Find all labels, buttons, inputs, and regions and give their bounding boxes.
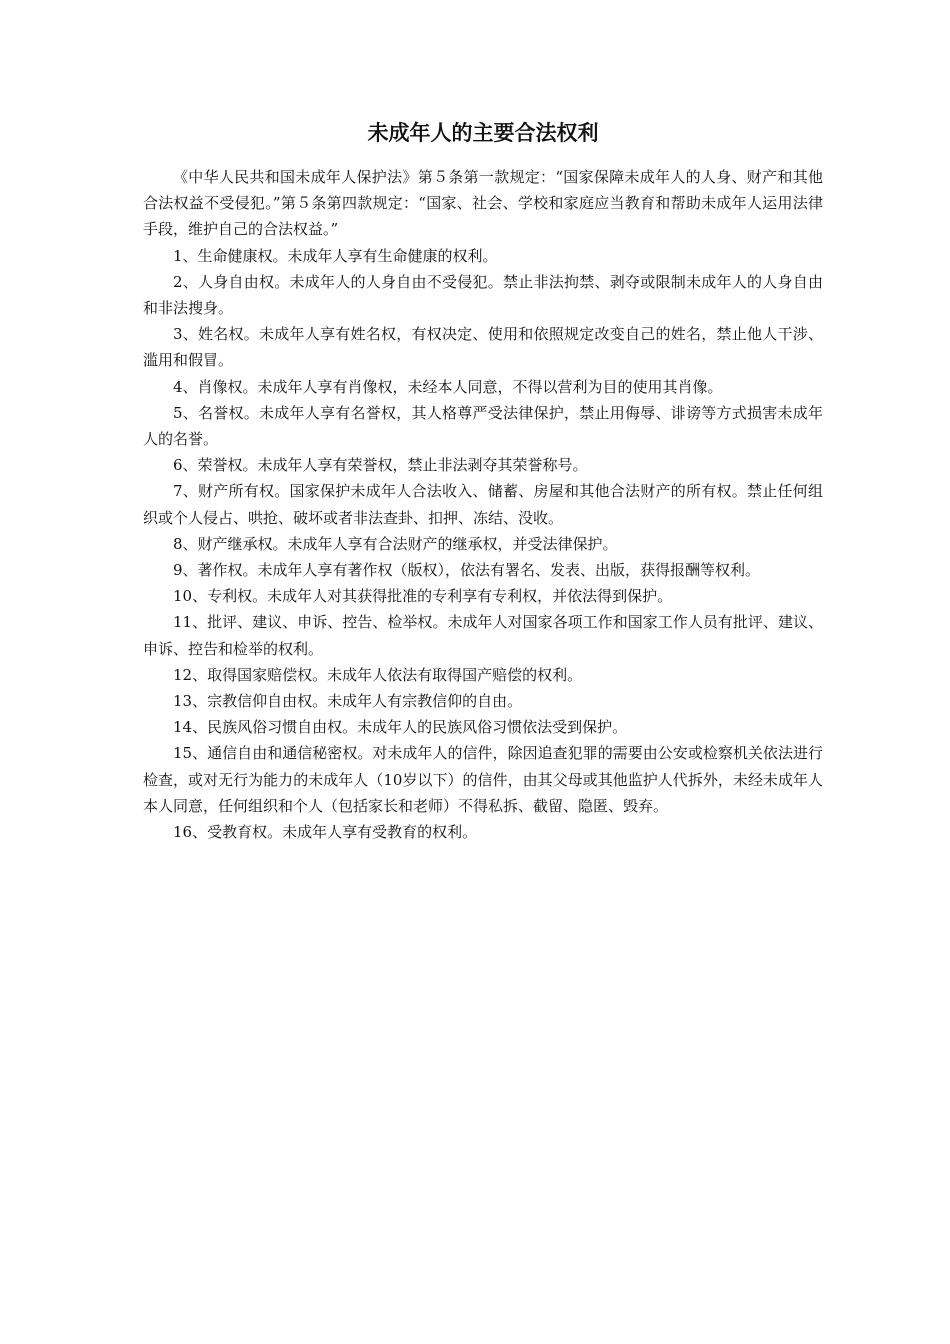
right-item-4: 4、肖像权。未成年人享有肖像权，未经本人同意，不得以营利为目的使用其肖像。 [173,377,723,396]
right-item-3: 3、姓名权。未成年人享有姓名权，有权决定、使用和依照规定改变自己的姓名，禁止他人干涉、滥用和假冒。 [143,325,823,370]
right-item-9: 9、著作权。未成年人享有著作权（版权），依法有署名、发表、出版，获得报酬等权利。 [173,561,761,580]
right-item-5: 5、名誉权。未成年人享有名誉权，其人格尊严受法律保护，禁止用侮辱、诽谤等方式损害未成年人的名誉。 [143,403,823,449]
right-item-8: 8、财产继承权。未成年人享有合法财产的继承权，并受法律保护。 [173,534,618,553]
right-item-7: 7、财产所有权。国家保护未成年人合法收入、储蓄、房屋和其他合法财产的所有权。禁止任何组织或个人侵占、哄抢、破坏或者非法查卦、扣押、冻结、没收。 [143,482,823,527]
right-item-16: 16、受教育权。未成年人享有受教育的权利。 [173,823,478,842]
right-item-12: 12、取得国家赔偿权。未成年人依法有取得国产赔偿的权利。 [173,665,583,684]
right-item-1: 1、生命健康权。未成年人享有生命健康的权利。 [173,246,498,265]
right-item-11: 11、批评、建议、申诉、控告、检举权。未成年人对国家各项工作和国家工作人员有批评、建议、申诉、控告和检举的权利。 [143,613,823,658]
document-page [143,118,823,845]
right-item-6: 6、荣誉权。未成年人享有荣誉权，禁止非法剥夺其荣誉称号。 [173,456,588,475]
right-item-2: 2、人身自由权。未成年人的人身自由不受侵犯。禁止非法拘禁、剥夺或限制未成年人的人身自由和非法搜身。 [143,272,823,318]
document-title: 未成年人的主要合法权利 [367,121,599,145]
intro-paragraph: 《中华人民共和国未成年人保护法》第５条第一款规定：“国家保障未成年人的人身、财产和其他合法权益不受侵犯。”第５条第四款规定：“国家、社会、学校和家庭应当教育和帮助未成年人运用法律手段，维护自己的合法权益。” [143,168,823,239]
document-body [143,164,823,845]
right-item-14: 14、民族风俗习惯自由权。未成年人的民族风俗习惯依法受到保护。 [173,718,628,737]
right-item-13: 13、宗教信仰自由权。未成年人有宗教信仰的自由。 [173,692,523,711]
right-item-10: 10、专利权。未成年人对其获得批准的专利享有专利权，并依法得到保护。 [173,587,673,606]
right-item-15: 15、通信自由和通信秘密权。对未成年人的信件，除因追查犯罪的需要由公安或检察机关依法进行检查，或对无行为能力的未成年人（10岁以下）的信件，由其父母或其他监护人代拆外，未经未成年人本人同意，任何组织和个人（包括家长和老师）不得私拆、截留、隐匿、毁弃。 [143,744,823,815]
